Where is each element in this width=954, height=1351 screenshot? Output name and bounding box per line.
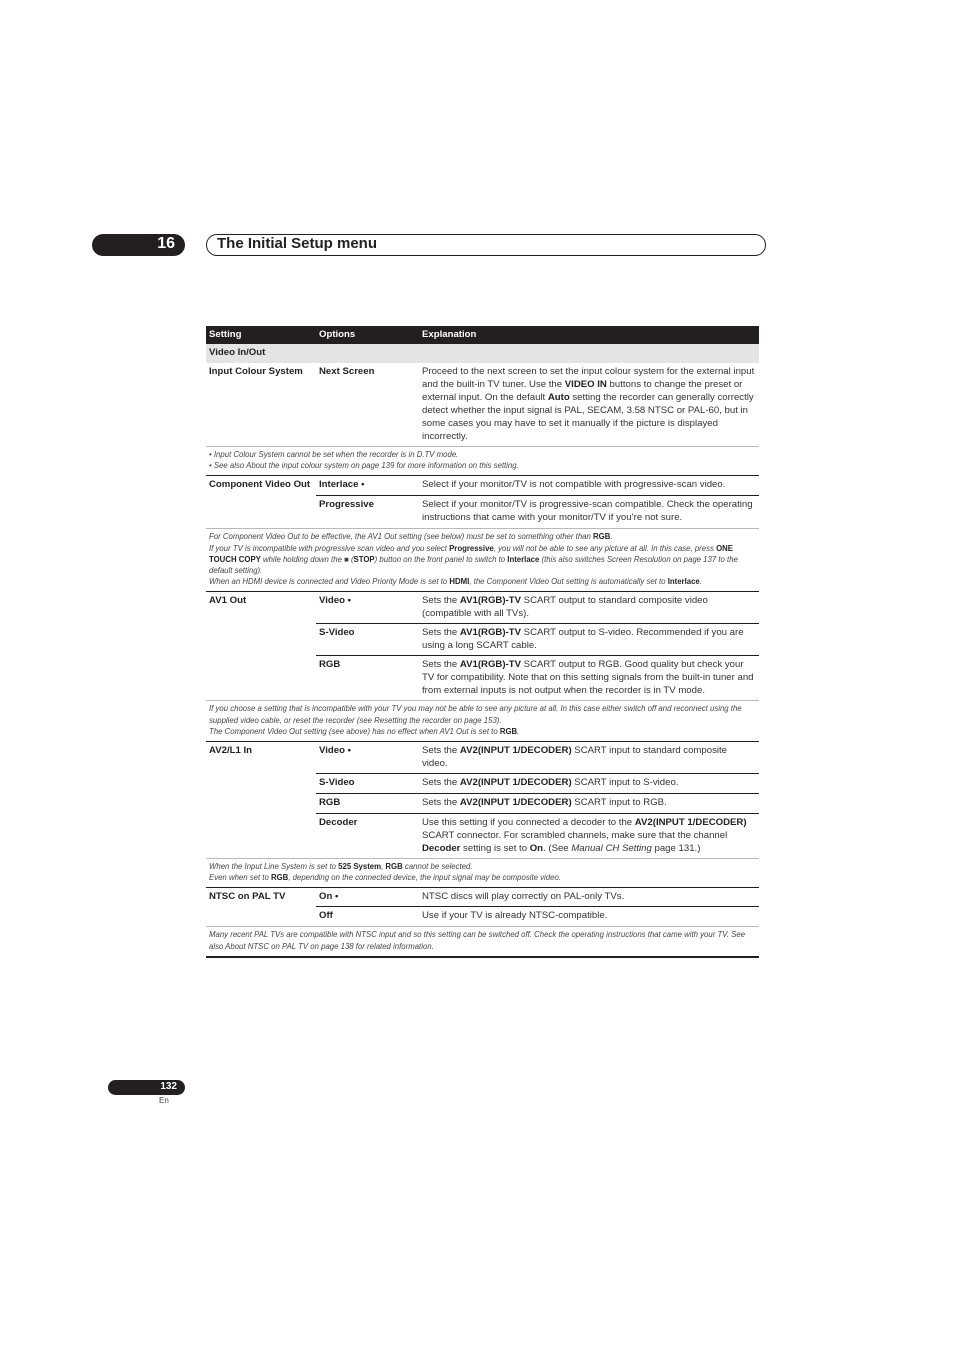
table-header [206, 326, 759, 344]
explanation: Select if your monitor/TV is progressive-scan compatible. Check the operating instructions that came with your monitor/TV if you’re not sure. [422, 499, 753, 524]
table-note: For Component Video Out to be effective, the AV1 Out setting (see below) must be set to something other than RGB. If your TV is incompatible with progressive scan video and you select Progressive, you will not be able to see any picture at all. In this case, press ONE TOUCH COPY while holding down the ■ (STOP) button on the front panel to switch to Interlace (this also switches Screen Resolution on page 137 to the default setting). When an HDMI device is connected and Video Priority Mode is set to HDMI, the Component Video Out setting is automatically set to Interlace. [206, 528, 759, 591]
option-label: Off [319, 910, 333, 922]
chapter-number: 16 [157, 235, 175, 252]
section-heading [206, 344, 759, 363]
column-header-options: Options [319, 329, 356, 340]
group-av1-out [206, 591, 759, 741]
explanation: Sets the AV2(INPUT 1/DECODER) SCART input to S-video. [422, 777, 679, 789]
table-note: When the Input Line System is set to 525 System, RGB cannot be selected. Even when set to RGB, depending on the connected device, the input signal may be composite video. [206, 858, 759, 887]
group-component-video [206, 475, 759, 591]
explanation: Select if your monitor/TV is not compatible with progressive-scan video. [422, 479, 726, 491]
page-title: The Initial Setup menu [217, 235, 378, 252]
explanation: Sets the AV1(RGB)-TV SCART output to standard composite video (compatible with all TVs). [422, 595, 708, 620]
explanation: Sets the AV1(RGB)-TV SCART output to S-video. Recommended if you are using a long SCART cable. [422, 627, 744, 652]
page-number: 132 [160, 1081, 177, 1092]
setting-label: Input Colour System [209, 366, 303, 377]
page-number-tab [108, 1080, 185, 1095]
setting-label: Component Video Out [209, 479, 311, 491]
table-note: • Input Colour System cannot be set when the recorder is in D.TV mode. • See also About the input colour system on page 139 for more information on this setting. [206, 446, 759, 475]
group-input-colour [206, 363, 759, 475]
explanation: Sets the AV1(RGB)-TV SCART output to RGB. Good quality but check your TV for compatibility. Note that on this setting signals from the built-in tuner and from external inputs is not output when the recorder is in TV mode. [422, 659, 754, 697]
page-title-box [206, 234, 766, 256]
option-label: On • [319, 891, 339, 903]
setting-label: AV1 Out [209, 595, 247, 607]
explanation: Use this setting if you connected a decoder to the AV2(INPUT 1/DECODER) SCART connector. For scrambled channels, make sure that the channel Decoder setting is set to On. (See Manual CH Setting page 131.) [422, 817, 747, 855]
table-note: Many recent PAL TVs are compatible with NTSC input and so this setting can be switched off. Check the operating instructions that came with your TV. See also About NTSC on PAL TV on page 138 for related information. [206, 926, 759, 955]
group-ntsc-on-pal [206, 887, 759, 955]
explanation: Sets the AV2(INPUT 1/DECODER) SCART input to RGB. [422, 797, 667, 809]
group-av2-in [206, 741, 759, 887]
settings-table [206, 326, 759, 958]
language-code: En [159, 1096, 169, 1105]
option-label: Video • [319, 745, 351, 757]
option-label: Interlace • [319, 479, 365, 491]
table-bottom-rule [206, 956, 759, 958]
option-row [316, 592, 759, 623]
option-label: Video • [319, 595, 351, 607]
explanation: Sets the AV2(INPUT 1/DECODER) SCART input to standard composite video. [422, 745, 728, 770]
explanation: Proceed to the next screen to set the input colour system for the external input and the built-in TV tuner. Use the VIDEO IN buttons to change the preset or external input. On the default Auto setting the recorder can generally correctly detect whether the input signal is PAL, SECAM, 3.58 NTSC or PAL-60, but in some cases you may have to set it manually if the picture is displayed incorrectly. [422, 366, 755, 442]
column-header-explanation: Explanation [422, 329, 477, 340]
option-row [316, 906, 759, 926]
column-header-setting: Setting [209, 329, 242, 340]
option-row [316, 888, 759, 906]
explanation: NTSC discs will play correctly on PAL-only TVs. [422, 891, 625, 903]
option-row [316, 793, 759, 813]
option-row [316, 742, 759, 773]
setting-label: AV2/L1 In [209, 745, 253, 757]
option-row [316, 476, 759, 495]
option-label: S-Video [319, 777, 355, 789]
option-row [316, 495, 759, 528]
option-label: Decoder [319, 817, 358, 829]
option-label: Next Screen [319, 366, 375, 377]
option-row [316, 655, 759, 700]
section-label: Video In/Out [209, 347, 266, 358]
table-note: If you choose a setting that is incompatible with your TV you may not be able to see any picture at all. In this case either switch off and reconnect using the supplied video cable, or reset the recorder (see Resetting the recorder on page 153). The Component Video Out setting (see above) has no effect when AV1 Out is set to RGB. [206, 700, 759, 741]
option-label: RGB [319, 659, 341, 671]
option-row [316, 773, 759, 793]
option-label: S-Video [319, 627, 355, 639]
chapter-tab [92, 234, 185, 256]
explanation: Use if your TV is already NTSC-compatible. [422, 910, 608, 922]
setting-label: NTSC on PAL TV [209, 891, 286, 903]
option-row [316, 813, 759, 858]
option-label: Progressive [319, 499, 374, 511]
option-row [316, 623, 759, 655]
option-label: RGB [319, 797, 341, 809]
